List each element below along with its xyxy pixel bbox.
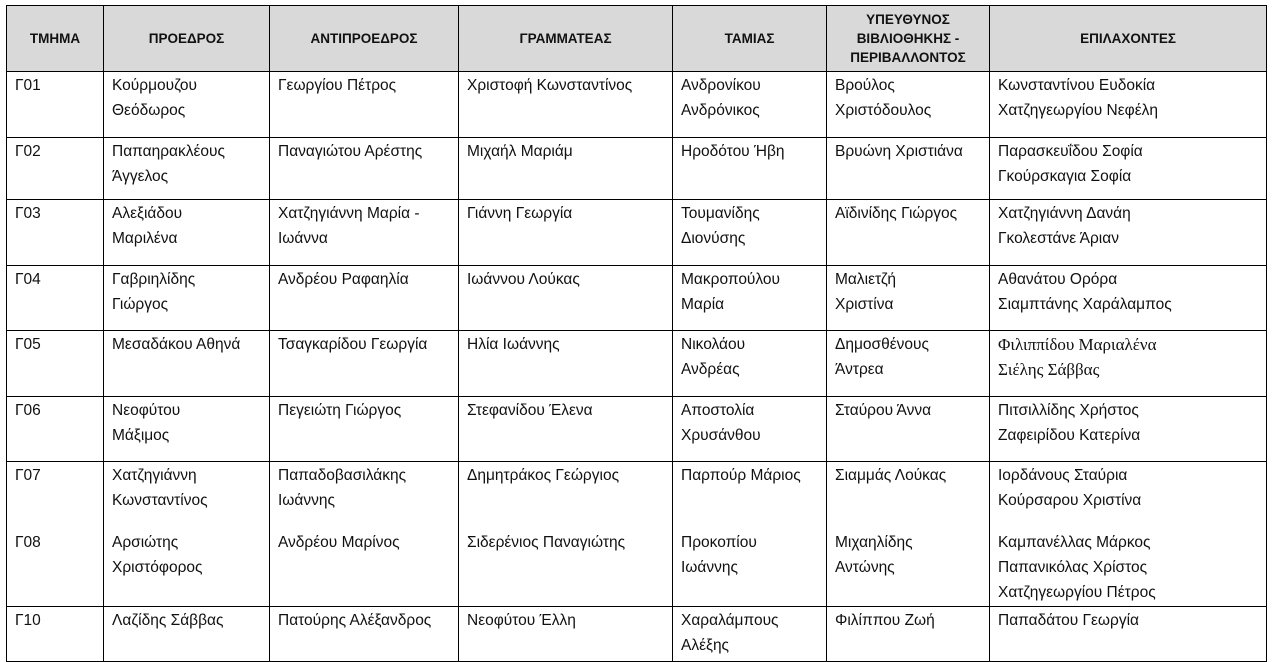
secretary-cell: Ηλία Ιωάννης — [459, 331, 673, 397]
table-row — [7, 331, 1267, 397]
header-class: ΤΜΗΜΑ — [7, 6, 104, 72]
vice-president-cell: Πεγειώτη Γιώργος — [270, 397, 459, 462]
library-cell: Βρούλος Χριστόδουλος — [827, 72, 990, 138]
header-row — [7, 6, 1267, 72]
header-president: ΠΡΟΕΔΡΟΣ — [104, 6, 270, 72]
class-cell: Γ04 — [7, 266, 104, 331]
library-cell: Μιχαηλίδης Αντώνης — [827, 529, 990, 607]
substitutes-cell: Παρασκευΐδου Σοφία Γκούρσκαγια Σοφία — [990, 138, 1267, 200]
header-library-environment: ΥΠΕΥΘΥΝΟΣ ΒΙΒΛΙΟΘΗΚΗΣ - ΠΕΡΙΒΑΛΛΟΝΤΟΣ — [827, 6, 990, 72]
class-cell: Γ07 — [7, 462, 104, 530]
substitutes-cell: Αθανάτου Ορόρα Σιαμπτάνης Χαράλαμπος — [990, 266, 1267, 331]
president-cell: Αρσιώτης Χριστόφορος — [104, 529, 270, 607]
treasurer-cell: Μακροπούλου Μαρία — [673, 266, 827, 331]
class-cell: Γ08 — [7, 529, 104, 607]
secretary-cell: Στεφανίδου Έλενα — [459, 397, 673, 462]
class-cell: Γ03 — [7, 200, 104, 266]
president-cell: Νεοφύτου Μάξιμος — [104, 397, 270, 462]
substitutes-cell: Χατζηγιάννη Δανάη Γκολεστάνε Άριαν — [990, 200, 1267, 266]
secretary-cell: Δημητράκος Γεώργιος — [459, 462, 673, 530]
substitutes-cell: Φιλιππίδου Μαριαλένα Σιέλης Σάββας — [990, 331, 1267, 397]
library-cell: Φιλίππου Ζωή — [827, 607, 990, 662]
class-cell: Γ06 — [7, 397, 104, 462]
library-cell: Σιαμμάς Λούκας — [827, 462, 990, 530]
secretary-cell: Ιωάννου Λούκας — [459, 266, 673, 331]
treasurer-cell: Παρπούρ Μάριος — [673, 462, 827, 530]
substitutes-cell: Πιτσιλλίδης Χρήστος Ζαφειρίδου Κατερίνα — [990, 397, 1267, 462]
committee-table — [6, 5, 1267, 662]
vice-president-cell: Χατζηγιάννη Μαρία - Ιωάννα — [270, 200, 459, 266]
table-row — [7, 607, 1267, 662]
vice-president-cell: Τσαγκαρίδου Γεωργία — [270, 331, 459, 397]
treasurer-cell: Ανδρονίκου Ανδρόνικος — [673, 72, 827, 138]
substitutes-cell: Παπαδάτου Γεωργία — [990, 607, 1267, 662]
vice-president-cell: Παναγιώτου Αρέστης — [270, 138, 459, 200]
class-cell: Γ01 — [7, 72, 104, 138]
table-row — [7, 397, 1267, 462]
header-substitutes: ΕΠΙΛΑΧΟΝΤΕΣ — [990, 6, 1267, 72]
president-cell: Αλεξιάδου Μαριλένα — [104, 200, 270, 266]
vice-president-cell: Γεωργίου Πέτρος — [270, 72, 459, 138]
treasurer-cell: Προκοπίου Ιωάννης — [673, 529, 827, 607]
table-row — [7, 462, 1267, 530]
header-treasurer: ΤΑΜΙΑΣ — [673, 6, 827, 72]
header-vice-president: ΑΝΤΙΠΡΟΕΔΡΟΣ — [270, 6, 459, 72]
library-cell: Αϊδινίδης Γιώργος — [827, 200, 990, 266]
table-row — [7, 138, 1267, 200]
treasurer-cell: Τουμανίδης Διονύσης — [673, 200, 827, 266]
class-cell: Γ10 — [7, 607, 104, 662]
treasurer-cell: Χαραλάμπους Αλέξης — [673, 607, 827, 662]
secretary-cell: Χριστοφή Κωνσταντίνος — [459, 72, 673, 138]
library-cell: Βρυώνη Χριστιάνα — [827, 138, 990, 200]
secretary-cell: Γιάννη Γεωργία — [459, 200, 673, 266]
president-cell: Λαζίδης Σάββας — [104, 607, 270, 662]
table-row — [7, 529, 1267, 607]
substitutes-cell: Καμπανέλλας Μάρκος Παπανικόλας Χρίστος Χατζηγεωργίου Πέτρος — [990, 529, 1267, 607]
class-cell: Γ02 — [7, 138, 104, 200]
president-cell: Παπαηρακλέους Άγγελος — [104, 138, 270, 200]
table-row — [7, 200, 1267, 266]
substitutes-cell: Κωνσταντίνου Ευδοκία Χατζηγεωργίου Νεφέλη — [990, 72, 1267, 138]
table-row — [7, 266, 1267, 331]
vice-president-cell: Πατούρης Αλέξανδρος — [270, 607, 459, 662]
vice-president-cell: Ανδρέου Μαρίνος — [270, 529, 459, 607]
library-cell: Σταύρου Άννα — [827, 397, 990, 462]
treasurer-cell: Αποστολία Χρυσάνθου — [673, 397, 827, 462]
library-cell: Μαλιετζή Χριστίνα — [827, 266, 990, 331]
substitutes-cell: Ιορδάνους Σταύρια Κούρσαρου Χριστίνα — [990, 462, 1267, 530]
library-cell: Δημοσθένους Άντρεα — [827, 331, 990, 397]
vice-president-cell: Ανδρέου Ραφαηλία — [270, 266, 459, 331]
vice-president-cell: Παπαδοβασιλάκης Ιωάννης — [270, 462, 459, 530]
table-row — [7, 72, 1267, 138]
president-cell: Κούρμουζου Θεόδωρος — [104, 72, 270, 138]
secretary-cell: Σιδερένιος Παναγιώτης — [459, 529, 673, 607]
class-cell: Γ05 — [7, 331, 104, 397]
secretary-cell: Μιχαήλ Μαριάμ — [459, 138, 673, 200]
president-cell: Χατζηγιάννη Κωνσταντίνος — [104, 462, 270, 530]
secretary-cell: Νεοφύτου Έλλη — [459, 607, 673, 662]
president-cell: Μεσαδάκου Αθηνά — [104, 331, 270, 397]
president-cell: Γαβριηλίδης Γιώργος — [104, 266, 270, 331]
treasurer-cell: Ηροδότου Ήβη — [673, 138, 827, 200]
header-secretary: ΓΡΑΜΜΑΤΕΑΣ — [459, 6, 673, 72]
treasurer-cell: Νικολάου Ανδρέας — [673, 331, 827, 397]
